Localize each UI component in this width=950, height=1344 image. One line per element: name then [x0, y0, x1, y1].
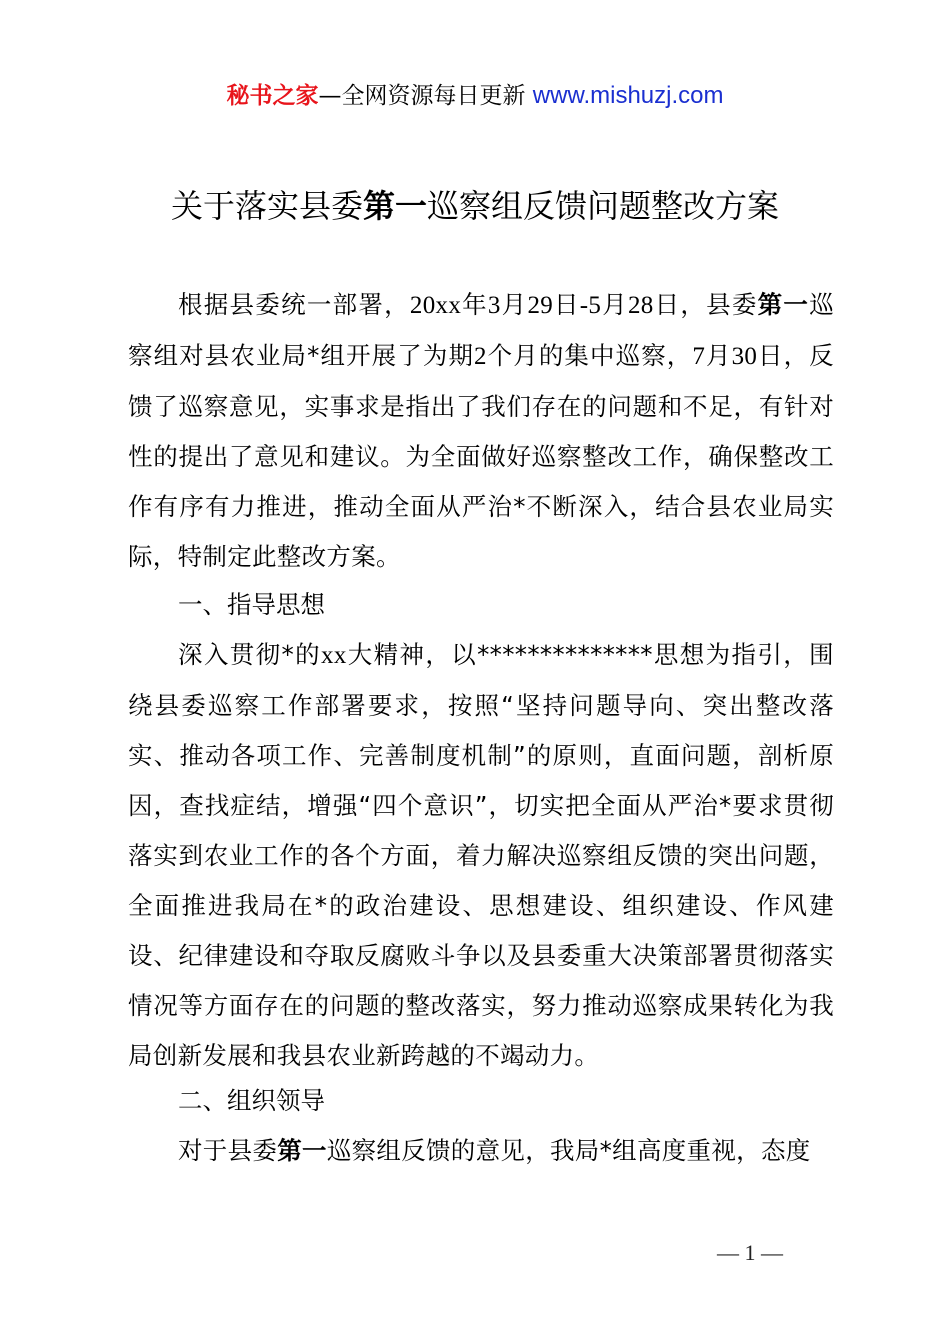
banner-brand: 秘书之家: [226, 83, 319, 109]
banner-url-link[interactable]: www.mishuzj.com: [532, 82, 724, 109]
text-run: 日，反馈了巡察意见，实事求是指出了我们存在的问题和不足，有针对性的提出了意见和建议。为全面做好巡察整改工作，确保整改工作有序有力推进，推动全面从严治*不断深入，结合县农业局实际，特制定此整改方案。: [128, 341, 834, 571]
text-run: 28: [627, 292, 654, 319]
text-run: 7: [692, 343, 706, 370]
paragraph-guiding-thought: [128, 630, 834, 1081]
text-run: 巡察组反馈的意见，我局*组高度重视，态度: [326, 1136, 811, 1165]
text-run: 3: [487, 292, 501, 319]
document-title: [0, 182, 950, 230]
text-run: 根据县委统一部署，: [178, 290, 410, 319]
paragraph-intro: [128, 280, 834, 582]
site-banner: [0, 78, 950, 114]
text-run: 30: [731, 343, 758, 370]
text-run-bold: 第一: [277, 1136, 327, 1165]
text-run: 年: [461, 290, 488, 319]
page-number: — 1 —: [717, 1240, 783, 1265]
section-heading-1: 一、指导思想: [178, 590, 325, 619]
text-run: 深入贯彻*的: [178, 640, 322, 669]
banner-slogan: —全网资源每日更新: [318, 83, 526, 109]
text-run: 29: [527, 292, 554, 319]
text-run: 日，县委: [653, 290, 758, 319]
text-run: 大精神，以**************思想为指引，围绕县委巡察工作部署要求，按照“坚持问题导向、突出整改落实、推动各项工作、完善制度机制”的原则，直面问题，剖析原因，查找症结，增强“四个意识”，切实把全面从严治*要求贯彻落实到农业工作的各个方面，着力解决巡察组反馈的突出问题，全面推进我局在*的政治建设、思想建设、组织建设、作风建设、纪律建设和夺取反腐败斗争以及县委重大决策部署贯彻落实情况等方面存在的问题的整改落实，努力推动巡察成果转化为我局创新发展和我县农业新跨越的不竭动力。: [128, 640, 834, 1070]
text-run: 对于县委: [178, 1136, 278, 1165]
text-run: 巡察组对县农业局*组开展了为期: [128, 290, 834, 370]
title-part2: 巡察组反馈问题整改方案: [427, 187, 780, 225]
text-run: 20xx: [409, 292, 462, 319]
section-heading-2: 二、组织领导: [178, 1086, 325, 1115]
text-run: xx: [321, 642, 347, 669]
text-run-bold: 第一: [757, 290, 810, 319]
title-bold: 第一: [362, 187, 427, 225]
text-run: 2: [474, 343, 487, 370]
title-part1: 关于落实县委: [170, 187, 363, 225]
text-run: 个月的集中巡察，: [486, 341, 693, 370]
text-run: 月: [601, 290, 628, 319]
text-run: 月: [705, 341, 732, 370]
text-run: 日: [553, 290, 580, 319]
paragraph-organization: [128, 1126, 834, 1176]
text-run: -5: [579, 292, 602, 319]
text-run: 月: [500, 290, 528, 319]
